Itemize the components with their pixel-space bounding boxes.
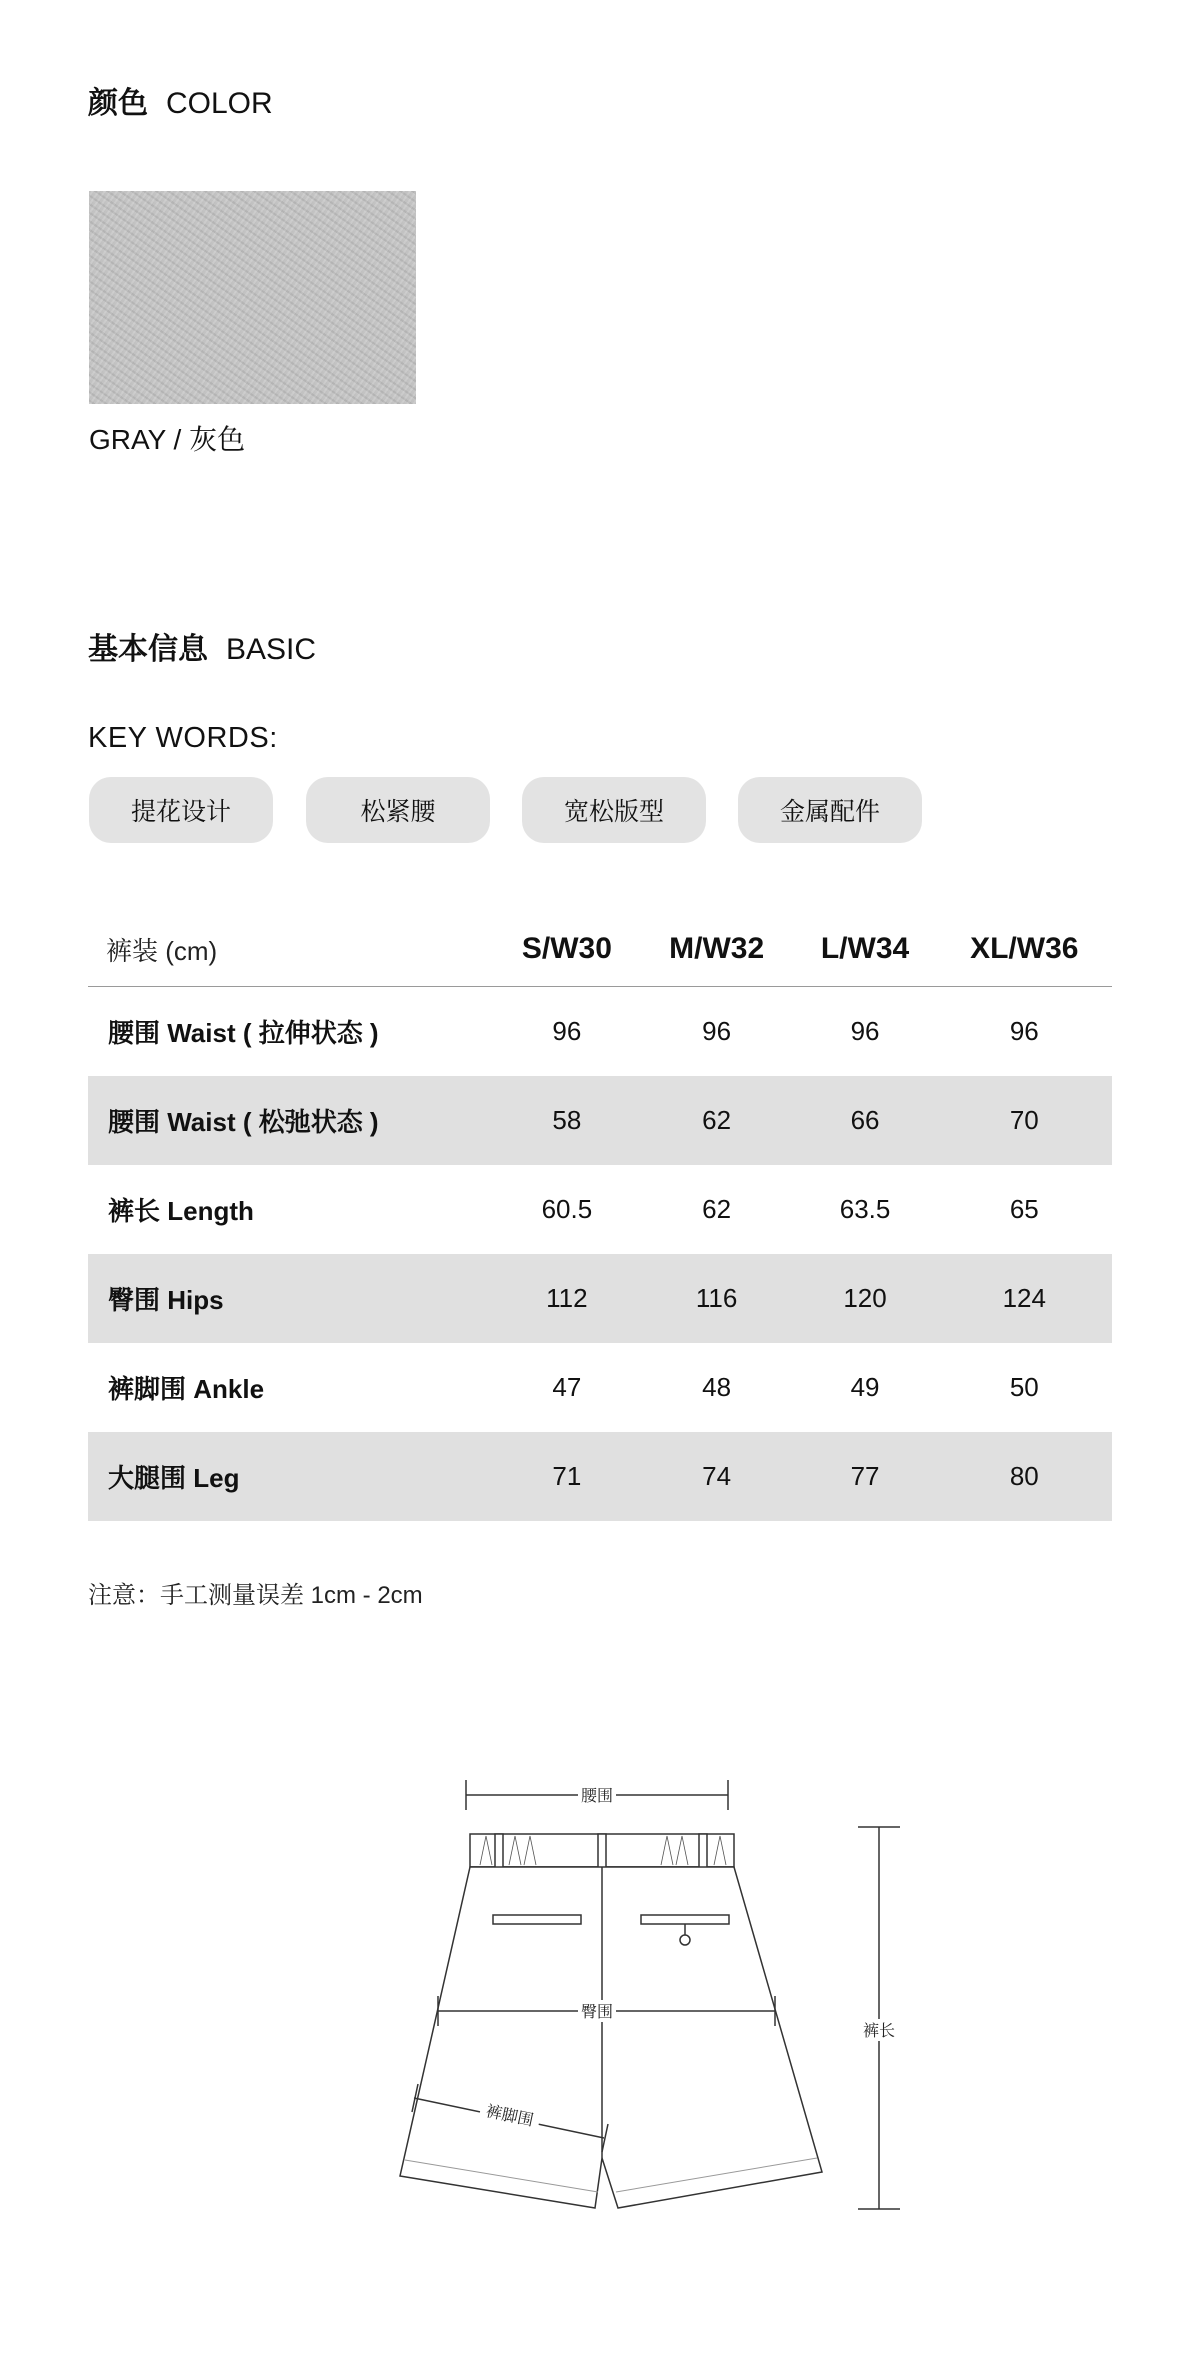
button-icon (680, 1935, 690, 1945)
table-cell: 96 (702, 1016, 732, 1046)
table-cell: 60.5 (541, 1194, 593, 1224)
left-pocket (493, 1915, 581, 1924)
table-cell: 120 (794, 1254, 937, 1343)
row-label: 腰围 Waist ( 拉伸状态 ) (108, 1018, 379, 1048)
size-table-header (88, 912, 1112, 987)
table-cell: 124 (937, 1254, 1112, 1343)
table-cell: 49 (850, 1372, 880, 1402)
table-cell: 66 (794, 1076, 937, 1165)
row-label: 臀围 Hips (88, 1254, 494, 1343)
color-title-cn: 颜色 (88, 87, 148, 120)
size-column-header: S/W30 (494, 912, 640, 987)
hips-label: 臀围 (580, 2004, 614, 2021)
keyword-tag: 提花设计 (89, 777, 273, 843)
waist-label: 腰围 (580, 1788, 614, 1805)
table-cell: 80 (937, 1432, 1112, 1521)
shorts-outline (400, 1867, 822, 2208)
table-row (88, 1076, 1112, 1165)
table-cell: 48 (702, 1372, 732, 1402)
right-pocket (641, 1915, 729, 1924)
size-column-header: L/W34 (794, 912, 937, 987)
keyword-tag: 松紧腰 (306, 777, 490, 843)
ankle-label: 裤脚围 (484, 2103, 535, 2130)
table-cell: 65 (1009, 1194, 1039, 1224)
table-cell: 62 (702, 1194, 732, 1224)
table-cell: 62 (640, 1076, 794, 1165)
shorts-measurement-diagram (380, 1760, 920, 2240)
table-cell: 116 (640, 1254, 794, 1343)
swatch-label: GRAY / 灰色 (89, 424, 246, 455)
table-row (88, 1343, 1112, 1432)
table-cell: 47 (552, 1372, 582, 1402)
color-swatch-gray[interactable] (89, 191, 416, 404)
size-column-header: M/W32 (640, 912, 794, 987)
row-label: 腰围 Waist ( 松弛状态 ) (88, 1076, 494, 1165)
color-title-en: COLOR (166, 87, 273, 120)
keyword-tag: 金属配件 (738, 777, 922, 843)
size-column-header: XL/W36 (937, 912, 1112, 987)
table-cell: 63.5 (839, 1194, 891, 1224)
table-cell: 96 (552, 1016, 582, 1046)
table-cell: 71 (494, 1432, 640, 1521)
table-cell: 96 (1009, 1016, 1039, 1046)
basic-section-title (88, 624, 316, 668)
keywords-label: KEY WORDS: (88, 722, 278, 754)
keyword-tag: 宽松版型 (522, 777, 706, 843)
length-label: 裤长 (862, 2023, 896, 2040)
table-row (88, 1432, 1112, 1521)
basic-title-en: BASIC (226, 633, 317, 666)
table-cell: 50 (1009, 1372, 1039, 1402)
table-cell: 96 (850, 1016, 880, 1046)
row-label: 裤长 Length (108, 1196, 254, 1226)
color-section-title (88, 78, 273, 122)
table-cell: 77 (794, 1432, 937, 1521)
row-label: 大腿围 Leg (88, 1432, 494, 1521)
size-table (88, 912, 1112, 1521)
corner-label: 裤装 (cm) (88, 912, 494, 987)
table-row (88, 987, 1112, 1077)
table-cell: 74 (640, 1432, 794, 1521)
table-cell: 112 (494, 1254, 640, 1343)
table-row (88, 1254, 1112, 1343)
measurement-note: 注意：手工测量误差 1cm - 2cm (88, 1582, 423, 1609)
table-row (88, 1165, 1112, 1254)
table-cell: 58 (494, 1076, 640, 1165)
basic-title-cn: 基本信息 (88, 633, 208, 666)
table-cell: 70 (937, 1076, 1112, 1165)
row-label: 裤脚围 Ankle (108, 1374, 265, 1404)
